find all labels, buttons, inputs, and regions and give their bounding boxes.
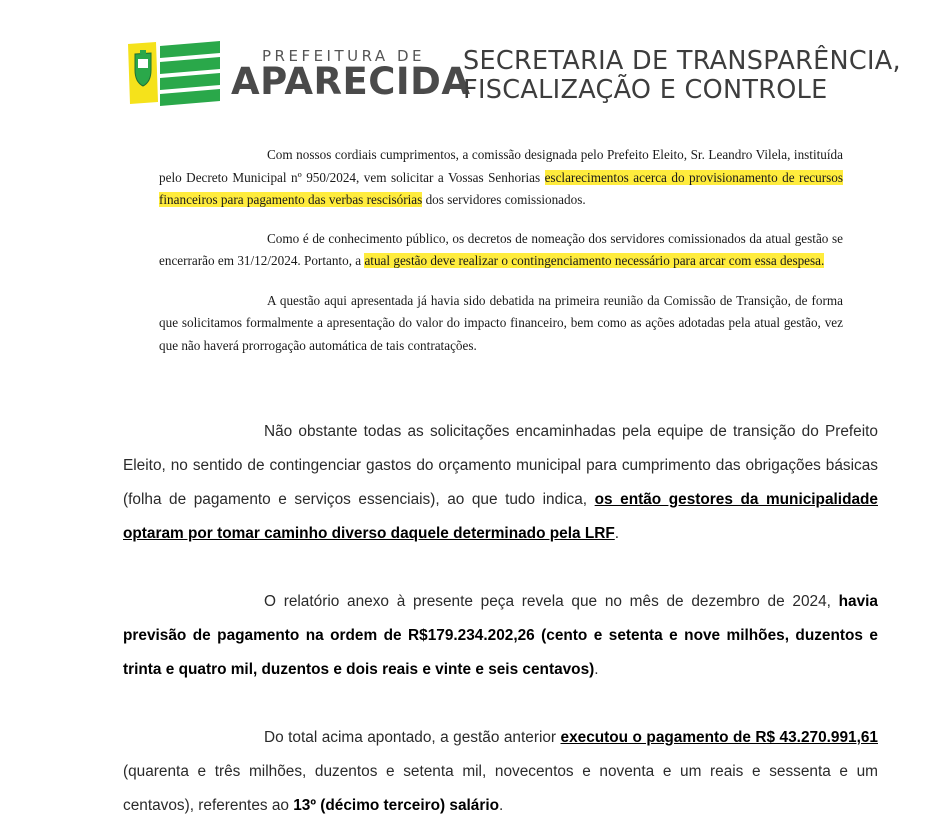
body-emphasis-1: os então gestores da municipalidade optaram por tomar caminho diverso daquele determinado pela LRF [123, 491, 878, 542]
body-paragraph-3: Do total acima apontado, a gestão anterior executou o pagamento de R$ 43.270.991,61 (quarenta e três milhões, duzentos e setenta mil, novecentos e noventa e um reais e sessenta e um centavos), referentes ao 13º (décimo terceiro) salário. [123, 729, 878, 814]
quote-paragraph-1: Com nossos cordiais cumprimentos, a comissão designada pelo Prefeito Eleito, Sr. Leandro Vilela, instituída pelo Decreto Municipal nº 950/2024, vem solicitar a Vossas Senhorias esclarecimentos acerca do provisionamento de recursos financeiros para pagamento das verbas rescisórias dos servidores comissionados. [159, 147, 843, 207]
logo-prefeitura-de: PREFEITURA DE [262, 47, 425, 65]
secretaria-line-2: FISCALIZAÇÃO E CONTROLE [463, 75, 828, 105]
document-body [123, 415, 878, 823]
logo-aparecida: APARECIDA [231, 60, 471, 103]
quote-paragraph-2: Como é de conhecimento público, os decretos de nomeação dos servidores comissionados da atual gestão se encerrarão em 31/12/2024. Portanto, a atual gestão deve realizar o contingenciamento necessário para arcar com essa despesa. [159, 230, 843, 268]
body-emphasis-2: havia previsão de pagamento na ordem de R$179.234.202,26 (cento e setenta e nove milhões, duzentos e trinta e quatro mil, duzentos e dois reais e vinte e seis centavos) [123, 593, 878, 678]
body-emphasis-4: 13º (décimo terceiro) salário [293, 797, 500, 814]
body-paragraph-1: Não obstante todas as solicitações encaminhadas pela equipe de transição do Prefeito Eleito, no sentido de contingenciar gastos do orçamento municipal para cumprimento das obrigações básicas (folha de pagamento e serviços essenciais), ao que tudo indica, os então gestores da municipalidade optaram por tomar caminho diverso daquele determinado pela LRF. [123, 423, 878, 542]
prefeitura-logo-icon [126, 40, 222, 108]
quote-highlight-2: atual gestão deve realizar o contingenciamento necessário para arcar com essa despesa. [364, 253, 825, 268]
body-emphasis-3: executou o pagamento de R$ 43.270.991,61 [560, 729, 878, 746]
page-header [0, 0, 933, 120]
quote-highlight-1: esclarecimentos acerca do provisionamento de recursos financeiros para pagamento das verbas rescisórias [159, 169, 843, 207]
body-paragraph-2: O relatório anexo à presente peça revela que no mês de dezembro de 2024, havia previsão de pagamento na ordem de R$179.234.202,26 (cento e setenta e nove milhões, duzentos e trinta e quatro mil, duzentos e dois reais e vinte e seis centavos). [123, 593, 878, 678]
quote-paragraph-3: A questão aqui apresentada já havia sido debatida na primeira reunião da Comissão de Transição, de forma que solicitamos formalmente a apresentação do valor do impacto financeiro, bem como as ações adotadas pela atual gestão, vez que não haverá prorrogação automática de tais contratações. [159, 292, 843, 353]
quoted-letter [159, 144, 843, 357]
secretaria-line-1: SECRETARIA DE TRANSPARÊNCIA, [463, 46, 901, 76]
secretaria-title [463, 47, 901, 105]
